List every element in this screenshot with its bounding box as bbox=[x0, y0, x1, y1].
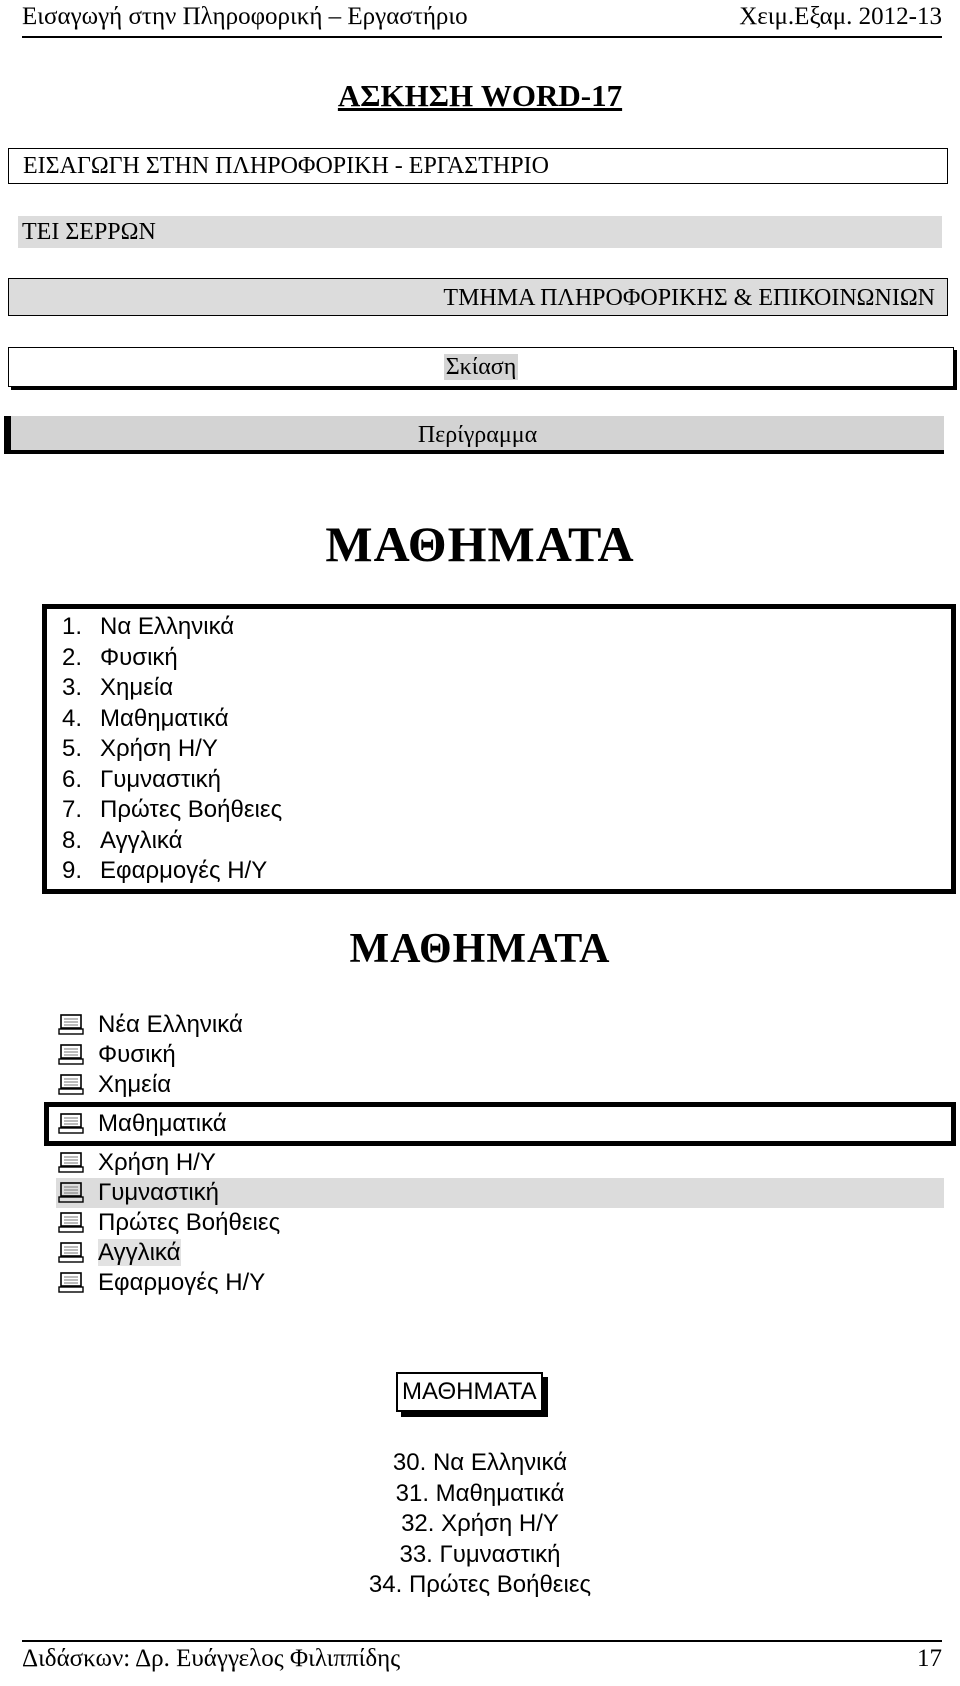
computer-icon bbox=[58, 1211, 84, 1233]
item-number: 3. bbox=[62, 674, 83, 701]
item-label: Πρώτες Βοήθειες bbox=[100, 796, 283, 823]
item-label: Χημεία bbox=[100, 674, 174, 701]
bullet-item bbox=[58, 1040, 176, 1070]
partial-border-line-5: Περίγραμμα bbox=[4, 416, 944, 454]
item-number: 8. bbox=[62, 826, 83, 854]
list-item bbox=[62, 826, 282, 857]
bullet-label: Φυσική bbox=[98, 1041, 176, 1068]
bullet-label: Πρώτες Βοήθειες bbox=[98, 1209, 281, 1236]
bullet-item bbox=[58, 1010, 243, 1040]
bullet-item bbox=[58, 1238, 181, 1268]
list-item: 34. Πρώτες Βοήθειες bbox=[368, 1571, 592, 1598]
list-item bbox=[62, 612, 282, 643]
computer-icon bbox=[58, 1181, 84, 1203]
bullet-label: Χρήση Η/Υ bbox=[98, 1149, 216, 1176]
numbered-list bbox=[62, 612, 282, 887]
bullet-item bbox=[58, 1148, 216, 1178]
item-number: 6. bbox=[62, 765, 83, 793]
item-number: 5. bbox=[62, 735, 83, 762]
header-semester: Χειμ.Εξαμ. 2012-13 bbox=[739, 3, 942, 30]
list-item bbox=[62, 673, 282, 704]
item-label: Μαθηματικά bbox=[100, 704, 229, 732]
section1-heading: ΜΑΘΗΜΑΤΑ bbox=[325, 516, 635, 572]
item-label: Γυμναστική bbox=[100, 765, 222, 793]
item-label: Αγγλικά bbox=[100, 826, 183, 854]
bullet-item bbox=[58, 1109, 227, 1139]
computer-icon bbox=[58, 1151, 84, 1173]
exercise-title: ΑΣΚΗΣΗ WORD-17 bbox=[337, 78, 623, 113]
list-item bbox=[62, 734, 282, 765]
list-item bbox=[62, 765, 282, 796]
computer-icon bbox=[58, 1013, 84, 1035]
bullet-label: Μαθηματικά bbox=[98, 1110, 227, 1137]
section2-heading: ΜΑΘΗΜΑΤΑ bbox=[349, 926, 611, 972]
bullet-label: Αγγλικά bbox=[98, 1239, 181, 1266]
bullet-label: Νέα Ελληνικά bbox=[98, 1011, 243, 1038]
computer-icon bbox=[58, 1043, 84, 1065]
bordered-line-1: ΕΙΣΑΓΩΓΗ ΣΤΗΝ ΠΛΗΡΟΦΟΡΙΚΗ - ΕΡΓΑΣΤΗΡΙΟ bbox=[8, 148, 948, 184]
computer-icon bbox=[58, 1271, 84, 1293]
shadow-box-line-4 bbox=[8, 347, 954, 387]
page-number: 17 bbox=[917, 1645, 942, 1672]
computer-icon bbox=[58, 1073, 84, 1095]
item-label: Χρήση Η/Υ bbox=[100, 735, 218, 762]
item-number: 1. bbox=[62, 613, 83, 640]
list-item: 30. Να Ελληνικά bbox=[392, 1449, 568, 1476]
item-number: 4. bbox=[62, 704, 83, 732]
item-number: 7. bbox=[62, 796, 83, 823]
list-item: 31. Μαθηματικά bbox=[395, 1479, 565, 1507]
bullet-label: Χημεία bbox=[98, 1071, 172, 1098]
footer-instructor: Διδάσκων: Δρ. Ευάγγελος Φιλιππίδης bbox=[22, 1645, 401, 1672]
header-divider bbox=[22, 36, 942, 38]
item-number: 2. bbox=[62, 643, 83, 671]
bullet-item bbox=[58, 1268, 265, 1298]
list-item bbox=[62, 795, 282, 826]
bordered-shaded-line-3: ΤΜΗΜΑ ΠΛΗΡΟΦΟΡΙΚΗΣ & ΕΠΙΚΟΙΝΩΝΙΩΝ bbox=[8, 278, 948, 316]
bullet-label: Γυμναστική bbox=[98, 1179, 220, 1206]
section3-heading: ΜΑΘΗΜΑΤΑ bbox=[396, 1372, 543, 1412]
bullet-item bbox=[58, 1208, 280, 1238]
computer-icon bbox=[58, 1241, 84, 1263]
bullet-item bbox=[58, 1178, 219, 1208]
list-item: 32. Χρήση Η/Υ bbox=[401, 1510, 559, 1537]
bullet-label: Εφαρμογές Η/Υ bbox=[98, 1269, 266, 1296]
header-course-title: Εισαγωγή στην Πληροφορική – Εργαστήριο bbox=[22, 3, 468, 30]
shaded-word: Σκίαση bbox=[445, 354, 517, 380]
shaded-line-2: ΤΕΙ ΣΕΡΡΩΝ bbox=[18, 216, 942, 248]
item-label: Εφαρμογές Η/Υ bbox=[100, 857, 268, 884]
centered-list bbox=[0, 1448, 960, 1601]
item-label: Να Ελληνικά bbox=[100, 613, 235, 640]
computer-icon bbox=[58, 1112, 84, 1134]
bullet-item bbox=[58, 1070, 171, 1100]
item-label: Φυσική bbox=[100, 643, 178, 671]
item-number: 9. bbox=[62, 857, 83, 884]
list-item bbox=[62, 704, 282, 735]
list-item bbox=[62, 856, 282, 887]
list-item: 33. Γυμναστική bbox=[399, 1540, 561, 1568]
list-item bbox=[62, 643, 282, 674]
